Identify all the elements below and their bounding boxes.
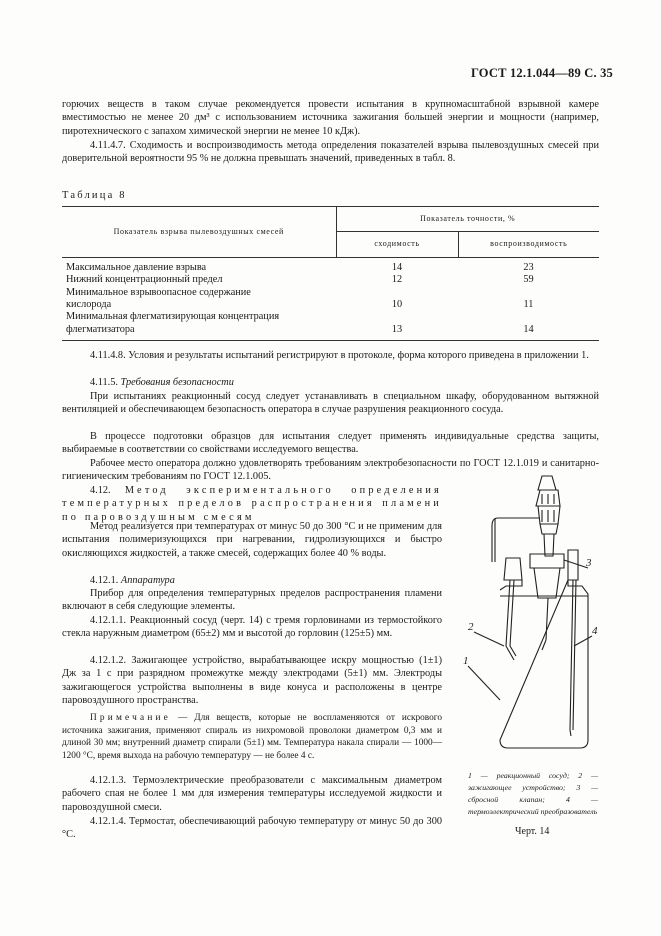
figure-reaction-vessel: [460, 470, 610, 760]
table-cell-value: 23: [523, 261, 534, 273]
table-cell-value: 14: [391, 261, 403, 273]
table-cell-name: Минимальная флегматизирующая концентрация флегматизатора: [66, 311, 280, 335]
figure-label: 3: [586, 557, 592, 569]
section-title: Метод экспериментального определения температурных пределов распространения пламени по паровоздушным смесям: [62, 485, 442, 523]
table-header-group: Показатель точности, %: [336, 207, 599, 232]
note-text: — Для веществ, которые не воспламеняются от искрового источника зажигания, применяют спираль из нихромовой проволоки диаметром 0,3 мм и длиной 30 мм; внутренний диаметр спирали (5±1) мм. Температура накала спирали — 1000—1200 °С, время выхода на рабочую температуру — не более 4 с.: [62, 713, 442, 761]
paragraph-4-11-5: [62, 376, 599, 389]
paragraph-4-12-1-2: 4.12.1.2. Зажигающее устройство, вырабатывающее искру мощностью (1±1) Дж за 1 с при разрядном промежутке между электродами (5±1) мм. Электроды зажигающегося устройства выполнены в виде конуса и расположены в центре паровоздушного пространства.: [62, 655, 442, 707]
table-cell-name: Максимальное давление взрыва: [66, 261, 207, 273]
table-cell-value: 10: [391, 299, 403, 311]
table-header-convergence: сходимость: [336, 232, 458, 257]
table-row: [62, 257, 599, 274]
table-cell-value: 12: [391, 274, 403, 286]
paragraph-safety-1: При испытаниях реакционный сосуд следует устанавливать в специальном шкафу, оборудованном вытяжной вентиляцией и обеспечивающем безопасность оператора в случае разрушения реакционного сосуда.: [62, 391, 599, 416]
note-label: Примечание: [90, 713, 171, 723]
table-row: [62, 287, 599, 312]
paragraph-4-12-1-4: 4.12.1.4. Термостат, обеспечивающий рабочую температуру от минус 50 до 300 °С.: [62, 816, 442, 841]
section-title: Аппаратура: [120, 575, 175, 586]
table-caption: Таблица 8: [62, 190, 127, 201]
table-8: [62, 206, 599, 341]
section-number: 4.12.: [90, 485, 111, 496]
figure-title: Черт. 14: [515, 826, 550, 837]
paragraph-apparatus: Прибор для определения температурных пределов распространения пламени включают в себя следующие элементы.: [62, 588, 442, 613]
paragraph-safety-2: В процессе подготовки образцов для испытания следует применять индивидуальные средства защиты, выбираемые в соответствии со свойствами исследуемого вещества.: [62, 431, 599, 456]
section-number: 4.12.1.: [90, 575, 119, 586]
paragraph-4-11-4-8: 4.11.4.8. Условия и результаты испытаний регистрируют в протоколе, форма которого приведена в приложении 1.: [90, 350, 589, 361]
table-row: [62, 274, 599, 286]
paragraph-4-12-1: [62, 574, 442, 587]
figure-caption: 1 — реакционный сосуд; 2 — зажигающее устройство; 3 — сбросной клапан; 4 — термоэлектрический преобразователь: [468, 771, 598, 816]
paragraph-4-12: [62, 484, 442, 524]
table-row: [62, 311, 599, 340]
paragraph-4-12-1-3: 4.12.1.3. Термоэлектрические преобразователи с максимальным диаметром рабочего спая не более 1 мм для измерения температуры исследуемой жидкости и паровоздушной смеси.: [62, 775, 442, 813]
table-cell-value: 14: [523, 323, 534, 335]
paragraph-continuation: горючих веществ в таком случае рекомендуется провести испытания в крупномасштабной взрывной камере вместимостью не менее 20 дм³ с использованием источника зажигания большей энергии и мощности (например, пиротехнического с запахом химической энергии не менее 10 кДж).: [62, 99, 599, 137]
figure-label: 1: [463, 655, 469, 667]
paragraph-method: Метод реализуется при температурах от минус 50 до 300 °С и не применим для испытания полимеризующихся при нагревании, гидролизующихся и быстро окисляющихся жидкостей, а также смесей, содержащих более 40 % воды.: [62, 521, 442, 559]
table-cell-value: 59: [523, 274, 534, 286]
table-cell-name: Минимальное взрывоопасное содержание кислорода: [66, 286, 251, 311]
table-header-reproducibility: воспроизводимость: [458, 232, 599, 257]
table-header-main: Показатель взрыва пылевоздушных смесей: [62, 207, 336, 258]
table-cell-value: 13: [391, 323, 403, 335]
figure-label: 4: [592, 625, 598, 637]
section-title: Требования безопасности: [120, 377, 234, 388]
section-number: 4.11.5.: [90, 377, 118, 388]
paragraph-safety-3: Рабочее место оператора должно удовлетворять требованиям электробезопасности по ГОСТ 12.1.019 и санитарно-гигиеническим требованиям по ГОСТ 12.1.005.: [62, 458, 599, 483]
table-cell-name: Нижний концентрационный предел: [66, 274, 223, 286]
paragraph-4-11-4-7: 4.11.4.7. Сходимость и воспроизводимость метода определения показателей взрыва пылевоздушных смесей при доверительной вероятности 95 % не должна превышать значений, приведенных в табл. 8.: [62, 140, 599, 165]
page-header: ГОСТ 12.1.044—89 С. 35: [470, 66, 613, 80]
figure-label: 2: [468, 621, 474, 633]
note: [62, 712, 442, 762]
table-cell-value: 11: [523, 299, 534, 311]
paragraph-4-12-1-1: 4.12.1.1. Реакционный сосуд (черт. 14) с тремя горловинами из термостойкого стекла наружным диаметром (65±2) мм и высотой до горловин (125±5) мм.: [62, 615, 442, 640]
